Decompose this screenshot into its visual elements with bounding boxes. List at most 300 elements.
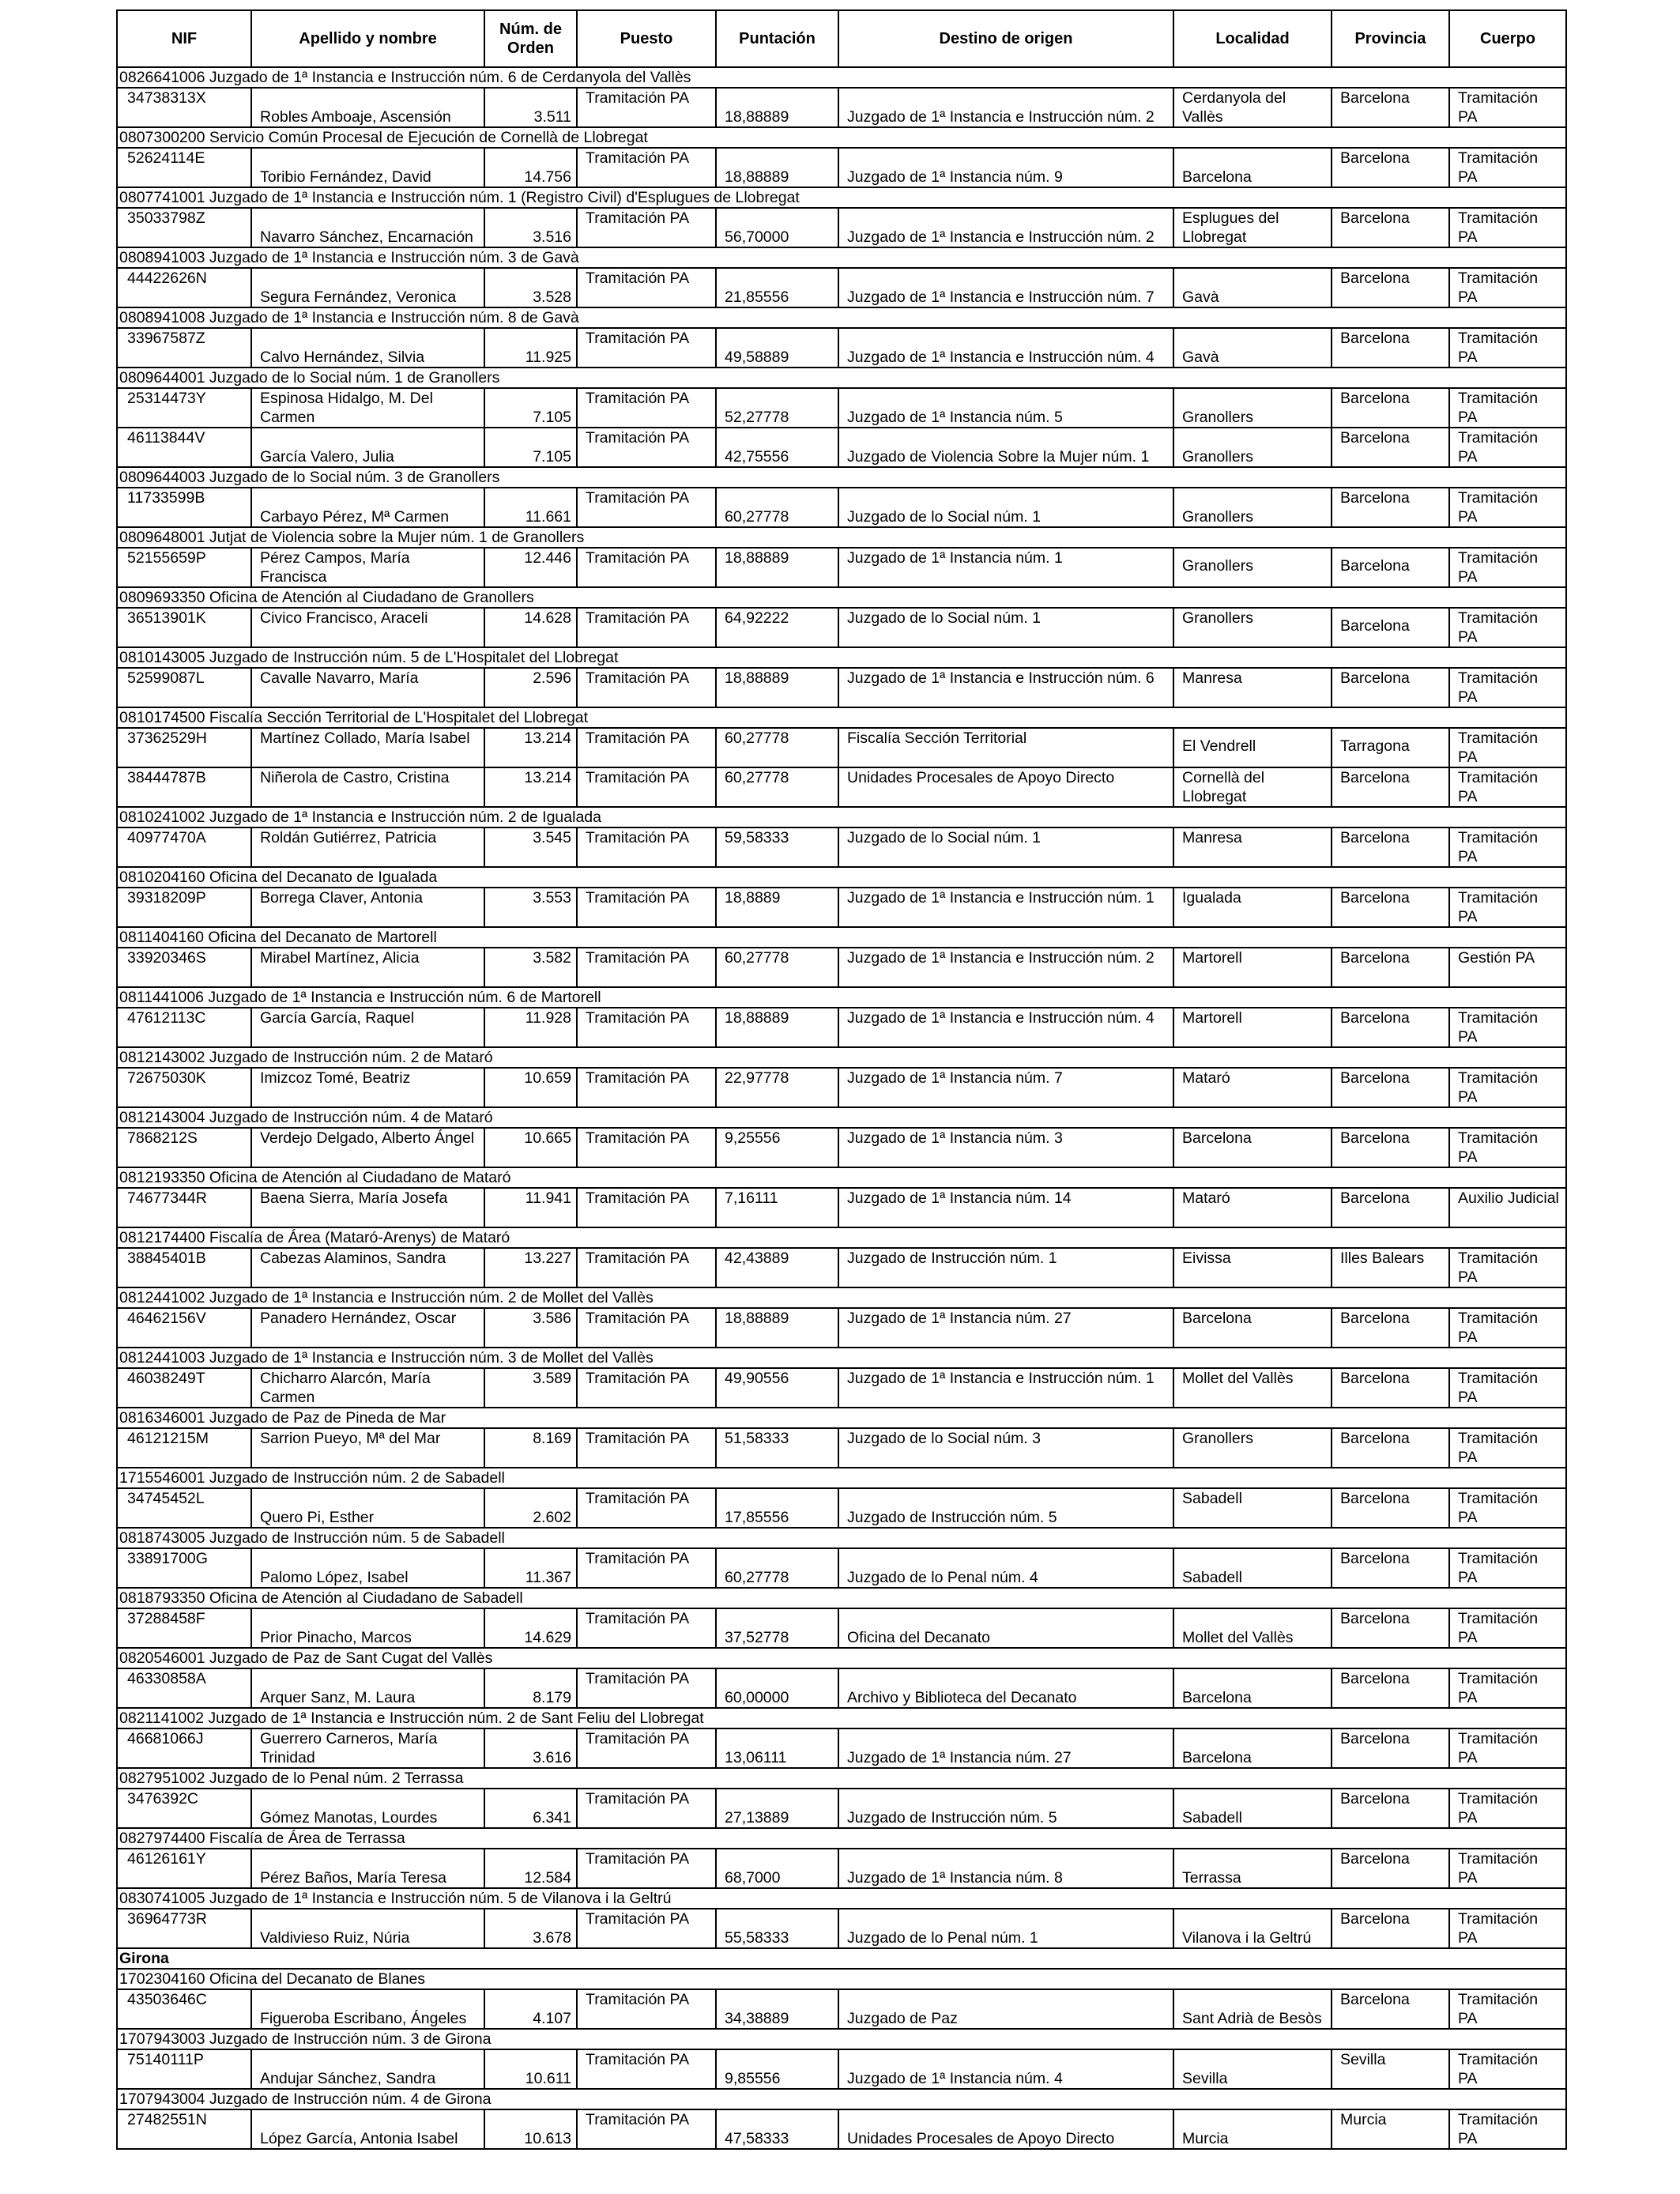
cell-nif	[117, 488, 251, 527]
cell-orden-text: 3.553	[533, 889, 571, 907]
table-row	[117, 268, 1566, 307]
cell-localidad-text: Cerdanyola del Vallès	[1182, 89, 1286, 126]
cell-puesto-text: Tramitación PA	[586, 1129, 690, 1147]
cell-orden-text: 10.613	[524, 2130, 571, 2147]
cell-nif-text: 52599087L	[127, 669, 205, 687]
cell-orden-text: 10.665	[524, 1129, 571, 1147]
cell-orden	[484, 1608, 577, 1648]
cell-puntos-text: 60,27778	[725, 949, 789, 967]
cell-puesto-text: Tramitación PA	[586, 1610, 690, 1627]
cell-localidad	[1173, 1789, 1332, 1828]
cell-localidad	[1173, 1248, 1332, 1287]
cell-cuerpo-text: Tramitación PA	[1458, 1310, 1539, 1346]
cell-orden	[484, 1248, 577, 1287]
cell-destino-wrap	[847, 428, 1168, 466]
cell-orden-text: 3.545	[533, 829, 571, 846]
cell-nombre	[251, 2109, 484, 2149]
cell-destino	[838, 1428, 1173, 1468]
cell-puntos	[716, 888, 838, 927]
cell-puntos-text: 18,88889	[725, 549, 789, 567]
cell-provincia-text: Barcelona	[1340, 1910, 1410, 1928]
cell-nombre-text: Cavalle Navarro, María	[260, 669, 419, 687]
cell-localidad-text: Vilanova i la Geltrú	[1182, 1929, 1312, 1947]
cell-nif-text: 46121215M	[127, 1430, 209, 1447]
cell-cuerpo-text: Tramitación PA	[1458, 769, 1539, 805]
cell-localidad-text: Granollers	[1182, 508, 1253, 526]
cell-destino	[838, 2109, 1173, 2149]
cell-puntos-text: 55,58333	[725, 1929, 789, 1947]
cell-nif	[117, 388, 251, 428]
cell-puntos-text: 17,85556	[725, 1509, 789, 1526]
cell-puesto-text: Tramitación PA	[586, 669, 690, 687]
cell-provincia-text: Barcelona	[1340, 489, 1410, 507]
cell-provincia	[1332, 1248, 1449, 1287]
cell-destino	[838, 1909, 1173, 1948]
cell-nif-text: 72675030K	[127, 1069, 206, 1087]
cell-puntos-wrap	[725, 1549, 833, 1587]
cell-nombre-wrap	[260, 2050, 479, 2088]
cell-puesto	[577, 1668, 716, 1708]
cell-orden	[484, 1789, 577, 1828]
cell-puntos	[716, 1789, 838, 1828]
cell-cuerpo	[1449, 208, 1566, 247]
cell-cuerpo	[1449, 1068, 1566, 1107]
cell-nombre-wrap	[260, 428, 479, 466]
cell-provincia	[1332, 2109, 1449, 2149]
cell-orden	[484, 1428, 577, 1468]
cell-orden-wrap	[493, 89, 571, 126]
cell-provincia	[1332, 1068, 1449, 1107]
cell-nombre	[251, 2049, 484, 2089]
cell-cuerpo-text: Tramitación PA	[1458, 2051, 1539, 2087]
cell-orden-wrap	[493, 209, 571, 247]
cell-orden	[484, 1128, 577, 1167]
cell-puesto-text: Tramitación PA	[586, 549, 690, 567]
cell-puesto-text: Tramitación PA	[586, 829, 690, 846]
cell-destino-text: Juzgado de lo Social núm. 3	[847, 1430, 1041, 1447]
group-header: 0827951002 Juzgado de lo Penal núm. 2 Terrassa	[117, 1768, 1566, 1789]
cell-localidad	[1173, 2049, 1332, 2089]
cell-cuerpo-text: Tramitación PA	[1458, 669, 1539, 706]
cell-puesto	[577, 888, 716, 927]
cell-cuerpo	[1449, 1248, 1566, 1287]
cell-orden-wrap	[493, 1609, 571, 1647]
group-header: 0810204160 Oficina del Decanato de Igualada	[117, 867, 1566, 888]
cell-orden-text: 13.227	[524, 1250, 571, 1267]
cell-cuerpo	[1449, 1488, 1566, 1528]
cell-destino	[838, 388, 1173, 428]
cell-puesto-text: Tramitación PA	[586, 330, 690, 347]
cell-puntos	[716, 608, 838, 647]
group-header: 0808941008 Juzgado de 1ª Instancia e Instrucción núm. 8 de Gavà	[117, 307, 1566, 328]
cell-orden	[484, 208, 577, 247]
group-header-row	[117, 1107, 1566, 1128]
cell-localidad-wrap	[1182, 149, 1326, 187]
group-header-row	[117, 1287, 1566, 1308]
cell-nombre	[251, 1008, 484, 1047]
cell-orden-text: 3.616	[533, 1749, 571, 1766]
cell-nif	[117, 1488, 251, 1528]
cell-nif-text: 46126161Y	[127, 1850, 206, 1868]
header-puesto: Puesto	[577, 10, 716, 67]
cell-orden	[484, 1188, 577, 1227]
cell-nif	[117, 1789, 251, 1828]
cell-destino-text: Juzgado de 1ª Instancia núm. 27	[847, 1310, 1072, 1327]
cell-destino-wrap	[847, 1609, 1168, 1647]
cell-orden	[484, 668, 577, 707]
cell-localidad	[1173, 1909, 1332, 1948]
cell-nif	[117, 268, 251, 307]
cell-destino-text: Unidades Procesales de Apoyo Directo	[847, 2130, 1115, 2147]
cell-cuerpo-text: Tramitación PA	[1458, 829, 1539, 865]
cell-localidad	[1173, 1608, 1332, 1648]
cell-cuerpo	[1449, 728, 1566, 767]
cell-puntos-text: 22,97778	[725, 1069, 789, 1087]
cell-puntos-wrap	[725, 1789, 833, 1827]
cell-puntos	[716, 88, 838, 127]
cell-cuerpo	[1449, 1909, 1566, 1948]
cell-cuerpo-text: Tramitación PA	[1458, 2111, 1539, 2147]
cell-orden-text: 11.941	[525, 1189, 571, 1207]
cell-localidad-text: Sabadell	[1182, 1490, 1242, 1507]
cell-nombre-wrap	[260, 149, 479, 187]
cell-puntos	[716, 548, 838, 587]
group-header-row	[117, 867, 1566, 888]
cell-nif	[117, 548, 251, 587]
cell-provincia	[1332, 948, 1449, 987]
cell-nombre-wrap	[260, 1489, 479, 1527]
cell-puesto	[577, 1909, 716, 1948]
cell-localidad	[1173, 948, 1332, 987]
cell-destino	[838, 767, 1173, 807]
cell-puntos-wrap	[725, 89, 833, 126]
cell-puesto	[577, 2049, 716, 2089]
cell-nif-text: 34745452L	[127, 1490, 205, 1507]
cell-puesto	[577, 608, 716, 647]
header-puntacion: Puntación	[716, 10, 838, 67]
cell-localidad-text: Granollers	[1182, 609, 1253, 627]
header-nif: NIF	[117, 10, 251, 67]
cell-nif-text: 46038249T	[127, 1370, 205, 1387]
cell-orden-wrap	[493, 2110, 571, 2148]
cell-puesto-text: Tramitación PA	[586, 1850, 690, 1868]
cell-orden	[484, 268, 577, 307]
cell-orden-text: 11.928	[525, 1009, 571, 1027]
cell-provincia-text: Barcelona	[1340, 1730, 1410, 1747]
cell-nif-text: 33967587Z	[127, 330, 205, 347]
group-header-row	[117, 67, 1566, 88]
cell-puesto	[577, 1548, 716, 1588]
cell-nombre	[251, 1248, 484, 1287]
cell-nombre	[251, 268, 484, 307]
cell-orden-text: 8.169	[533, 1430, 571, 1447]
cell-nombre	[251, 948, 484, 987]
cell-localidad-wrap	[1182, 1849, 1326, 1887]
cell-destino-text: Juzgado de Instrucción núm. 1	[847, 1250, 1057, 1267]
cell-provincia-text: Barcelona	[1340, 330, 1410, 347]
cell-puesto-text: Tramitación PA	[586, 2051, 690, 2068]
cell-nombre-text: Guerrero Carneros, María Trinidad	[260, 1730, 438, 1766]
cell-destino	[838, 1668, 1173, 1708]
cell-orden-text: 11.367	[525, 1569, 571, 1586]
cell-destino-wrap	[847, 2110, 1168, 2148]
cell-provincia	[1332, 1668, 1449, 1708]
cell-destino-text: Oficina del Decanato	[847, 1629, 991, 1646]
group-header: 0818793350 Oficina de Atención al Ciudadano de Sabadell	[117, 1588, 1566, 1608]
cell-puntos-wrap	[725, 1729, 833, 1767]
cell-localidad-text: Granollers	[1182, 1430, 1253, 1447]
cell-provincia-text: Barcelona	[1340, 1009, 1410, 1027]
cell-cuerpo-text: Auxilio Judicial	[1458, 1189, 1559, 1207]
cell-puesto-text: Tramitación PA	[586, 1069, 690, 1087]
cell-localidad	[1173, 148, 1332, 187]
cell-nif	[117, 208, 251, 247]
cell-nif-text: 36964773R	[127, 1910, 207, 1928]
cell-cuerpo-text: Tramitación PA	[1458, 1910, 1539, 1947]
cell-localidad	[1173, 1989, 1332, 2029]
cell-localidad-text: Martorell	[1182, 1009, 1242, 1027]
cell-orden	[484, 1668, 577, 1708]
cell-nif	[117, 1068, 251, 1107]
cell-nombre-text: Prior Pinacho, Marcos	[260, 1629, 412, 1646]
table-row	[117, 1128, 1566, 1167]
cell-orden-text: 10.659	[524, 1069, 571, 1087]
cell-puntos	[716, 1909, 838, 1948]
group-header-row	[117, 467, 1566, 488]
cell-localidad-text: Granollers	[1182, 557, 1253, 575]
cell-nif-text: 46113844V	[127, 429, 205, 447]
cell-puntos-wrap	[725, 209, 833, 247]
cell-cuerpo	[1449, 428, 1566, 467]
cell-provincia-text: Barcelona	[1340, 429, 1410, 447]
cell-destino-wrap	[847, 89, 1168, 126]
cell-nombre-wrap	[260, 1789, 479, 1827]
cell-orden-wrap	[493, 1729, 571, 1767]
cell-provincia-text: Tarragona	[1340, 737, 1410, 755]
header-orden-line2: Orden	[507, 40, 554, 57]
cell-provincia-text: Barcelona	[1340, 149, 1410, 167]
cell-localidad	[1173, 428, 1332, 467]
cell-nif	[117, 1128, 251, 1167]
cell-cuerpo	[1449, 268, 1566, 307]
cell-orden-text: 10.611	[525, 2070, 571, 2087]
cell-localidad-wrap	[1182, 389, 1326, 427]
table-row	[117, 767, 1566, 807]
cell-nombre	[251, 88, 484, 127]
cell-localidad-text: Barcelona	[1182, 1129, 1252, 1147]
cell-puntos	[716, 1008, 838, 1047]
cell-destino-wrap	[847, 1489, 1168, 1527]
cell-destino	[838, 1248, 1173, 1287]
cell-destino	[838, 88, 1173, 127]
cell-nif	[117, 888, 251, 927]
cell-localidad	[1173, 88, 1332, 127]
cell-nif	[117, 1849, 251, 1888]
cell-cuerpo-text: Tramitación PA	[1458, 1250, 1539, 1286]
cell-orden	[484, 1728, 577, 1768]
cell-cuerpo	[1449, 388, 1566, 428]
cell-puesto-text: Tramitación PA	[586, 1189, 690, 1207]
cell-cuerpo-text: Tramitación PA	[1458, 1730, 1539, 1766]
group-header-row	[117, 1468, 1566, 1488]
cell-cuerpo	[1449, 888, 1566, 927]
cell-nif	[117, 148, 251, 187]
cell-orden-text: 14.629	[524, 1629, 571, 1646]
cell-localidad-wrap	[1182, 329, 1326, 367]
cell-localidad-wrap	[1182, 1669, 1326, 1707]
group-header-row	[117, 927, 1566, 948]
cell-nombre-wrap	[260, 1909, 479, 1947]
cell-localidad-text: Eivissa	[1182, 1250, 1231, 1267]
cell-orden	[484, 1488, 577, 1528]
group-header: 0807741001 Juzgado de 1ª Instancia e Instrucción núm. 1 (Registro Civil) d'Esplugues de Llobregat	[117, 187, 1566, 208]
cell-puntos-text: 60,27778	[725, 729, 789, 747]
cell-puesto-text: Tramitación PA	[586, 429, 690, 447]
table-row	[117, 1428, 1566, 1468]
cell-nombre-text: Espinosa Hidalgo, M. Del Carmen	[260, 390, 433, 426]
cell-puesto	[577, 1989, 716, 2029]
cell-localidad-wrap	[1182, 428, 1326, 466]
cell-orden-text: 14.628	[524, 609, 571, 627]
cell-nombre	[251, 1428, 484, 1468]
cell-localidad-wrap	[1182, 1549, 1326, 1587]
cell-provincia-text: Barcelona	[1340, 209, 1410, 227]
cell-orden-text: 11.661	[525, 508, 571, 526]
cell-nombre-text: Pérez Campos, María Francisca	[260, 549, 410, 586]
cell-puesto-text: Tramitación PA	[586, 889, 690, 907]
cell-puntos-text: 52,27778	[725, 409, 789, 426]
table-row	[117, 428, 1566, 467]
cell-cuerpo	[1449, 1548, 1566, 1588]
cell-orden-wrap	[493, 149, 571, 187]
cell-destino	[838, 328, 1173, 368]
cell-puntos-text: 9,85556	[725, 2070, 781, 2087]
cell-destino-text: Juzgado de Instrucción núm. 5	[847, 1809, 1057, 1826]
cell-puntos-text: 18,88889	[725, 669, 789, 687]
group-header: 0809644001 Juzgado de lo Social núm. 1 de Granollers	[117, 368, 1566, 388]
cell-puntos-wrap	[725, 389, 833, 427]
cell-cuerpo-text: Tramitación PA	[1458, 330, 1539, 366]
cell-puntos	[716, 1308, 838, 1348]
cell-orden-text: 3.678	[533, 1929, 571, 1947]
cell-destino	[838, 1789, 1173, 1828]
cell-destino-text: Juzgado de 1ª Instancia núm. 9	[847, 168, 1063, 186]
cell-nombre-wrap	[260, 1729, 479, 1767]
cell-provincia	[1332, 268, 1449, 307]
cell-puntos-wrap	[725, 1609, 833, 1647]
table-row	[117, 948, 1566, 987]
group-header-row	[117, 1348, 1566, 1368]
cell-nombre	[251, 1368, 484, 1408]
cell-nombre-text: Imizcoz Tomé, Beatriz	[260, 1069, 411, 1087]
cell-nombre-text: Segura Fernández, Veronica	[260, 288, 457, 306]
cell-puntos-wrap	[725, 2050, 833, 2088]
cell-cuerpo	[1449, 668, 1566, 707]
cell-puntos	[716, 1989, 838, 2029]
cell-puntos	[716, 1608, 838, 1648]
cell-nif	[117, 948, 251, 987]
group-header: 0812143002 Juzgado de Instrucción núm. 2 de Mataró	[117, 1047, 1566, 1068]
cell-puesto	[577, 1428, 716, 1468]
cell-puntos-wrap	[725, 1849, 833, 1887]
cell-orden-wrap	[493, 1669, 571, 1707]
cell-orden-text: 2.602	[533, 1509, 571, 1526]
cell-puntos-text: 49,58889	[725, 349, 789, 366]
cell-orden-wrap	[493, 488, 571, 526]
table-row	[117, 888, 1566, 927]
cell-puntos-text: 34,38889	[725, 2010, 789, 2027]
cell-nombre	[251, 1128, 484, 1167]
table-row	[117, 1789, 1566, 1828]
cell-localidad-wrap	[1182, 269, 1326, 307]
cell-cuerpo-text: Tramitación PA	[1458, 729, 1539, 766]
cell-nombre	[251, 1668, 484, 1708]
cell-puntos-text: 18,8889	[725, 889, 781, 907]
cell-cuerpo	[1449, 1368, 1566, 1408]
cell-localidad	[1173, 1548, 1332, 1588]
cell-puesto-text: Tramitación PA	[586, 149, 690, 167]
cell-orden-text: 8.179	[533, 1689, 571, 1706]
cell-orden	[484, 88, 577, 127]
cell-cuerpo-text: Tramitación PA	[1458, 1610, 1539, 1646]
cell-puesto-text: Tramitación PA	[586, 1910, 690, 1928]
group-header-row	[117, 1828, 1566, 1849]
cell-cuerpo	[1449, 328, 1566, 368]
cell-destino-text: Archivo y Biblioteca del Decanato	[847, 1689, 1077, 1706]
cell-puntos-wrap	[725, 329, 833, 367]
cell-nombre-text: Sarrion Pueyo, Mª del Mar	[260, 1430, 441, 1447]
cell-cuerpo-text: Tramitación PA	[1458, 209, 1539, 246]
cell-nombre	[251, 1728, 484, 1768]
group-header-row	[117, 1227, 1566, 1248]
table-row	[117, 1068, 1566, 1107]
cell-nombre-text: Civico Francisco, Araceli	[260, 609, 428, 627]
cell-nif	[117, 1668, 251, 1708]
cell-cuerpo	[1449, 88, 1566, 127]
cell-nif-text: 36513901K	[127, 609, 206, 627]
cell-orden	[484, 1989, 577, 2029]
cell-destino-text: Unidades Procesales de Apoyo Directo	[847, 769, 1115, 786]
group-header-row	[117, 1969, 1566, 1989]
cell-nif	[117, 1608, 251, 1648]
cell-orden	[484, 148, 577, 187]
cell-puntos	[716, 1128, 838, 1167]
cell-cuerpo	[1449, 1308, 1566, 1348]
cell-orden-text: 3.511	[533, 108, 571, 126]
group-header-row	[117, 587, 1566, 608]
cell-localidad	[1173, 2109, 1332, 2149]
cell-orden-text: 14.756	[524, 168, 571, 186]
cell-provincia	[1332, 728, 1449, 767]
cell-cuerpo-text: Tramitación PA	[1458, 270, 1539, 306]
table-row	[117, 1008, 1566, 1047]
table-row	[117, 328, 1566, 368]
cell-provincia	[1332, 1989, 1449, 2029]
cell-destino	[838, 1008, 1173, 1047]
cell-localidad	[1173, 1188, 1332, 1227]
cell-puesto-text: Tramitación PA	[586, 489, 690, 507]
cell-cuerpo	[1449, 608, 1566, 647]
cell-provincia	[1332, 1849, 1449, 1888]
cell-puntos	[716, 268, 838, 307]
cell-cuerpo-text: Tramitación PA	[1458, 390, 1539, 426]
cell-orden-wrap	[493, 428, 571, 466]
table-row	[117, 1728, 1566, 1768]
cell-localidad-text: Barcelona	[1182, 168, 1252, 186]
cell-puntos-text: 18,88889	[725, 1310, 789, 1327]
cell-nombre	[251, 1849, 484, 1888]
cell-destino-text: Juzgado de 1ª Instancia núm. 4	[847, 2070, 1063, 2087]
